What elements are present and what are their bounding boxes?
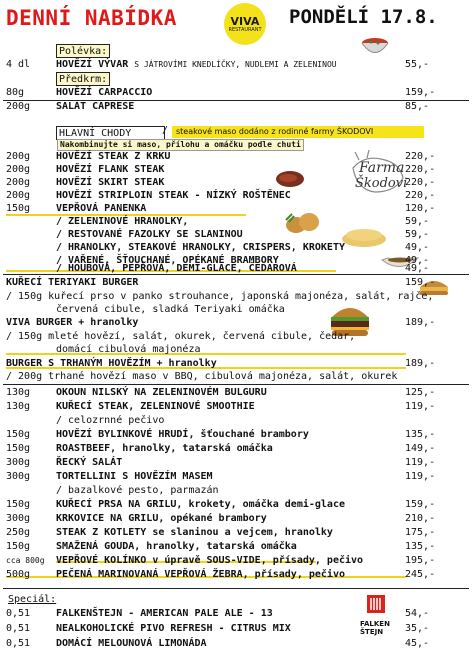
- menu-row-price: 210,-: [405, 513, 436, 524]
- menu-row: [0, 202, 474, 215]
- menu-row-title: STEAK Z KOTLETY se slaninou a vejcem, hranolky: [56, 527, 333, 538]
- menu-row: [0, 330, 474, 343]
- menu-row-title: KUŘECÍ STEAK, ZELENINOVÉ SMOOTHIE: [56, 401, 255, 412]
- menu-row-title: TORTELLINI S HOVĚZÍM MASEM: [56, 471, 213, 482]
- menu-row-title: NEALKOHOLICKÉ PIVO REFRESH - CITRUS MIX: [56, 623, 291, 634]
- menu-row: [0, 540, 474, 553]
- menu-row: [0, 470, 474, 483]
- menu-row-weight: 0,51: [6, 623, 31, 634]
- menu-row-price: 159,-: [405, 499, 436, 510]
- menu-row-price: 119,-: [405, 401, 436, 412]
- menu-row-weight: 200g: [6, 177, 31, 188]
- menu-row: [0, 442, 474, 455]
- divider: [3, 588, 469, 589]
- menu-row: [0, 526, 474, 539]
- brewery-name-line1: FALKEN: [360, 620, 390, 628]
- menu-row-title: HOVĚZÍ STEAK Z KRKU: [56, 151, 171, 162]
- menu-row: [0, 456, 474, 469]
- menu-row-title: / 150g mleté hovězí, salát, okurek, červená cibule, čedar,: [6, 331, 356, 342]
- menu-row-price: 59,-: [405, 229, 430, 240]
- menu-row-title: KUŘECÍ TERIYAKI BURGER: [6, 277, 139, 288]
- menu-row-weight: 0,51: [6, 608, 31, 619]
- menu-row-weight: 150g: [6, 203, 31, 214]
- menu-row: [0, 86, 474, 99]
- logo-text: VIVA: [230, 14, 260, 28]
- menu-row-price: 159,-: [405, 277, 436, 288]
- menu-row: [0, 357, 474, 370]
- menu-row-title: HOVĚZÍ VÝVAR S JÁTROVÍMI KNEDLÍČKY, NUDLEMI A ZELENINOU: [56, 59, 337, 70]
- menu-row-weight: 200g: [6, 151, 31, 162]
- menu-row: [0, 150, 474, 163]
- menu-row-price: 245,-: [405, 569, 436, 580]
- menu-row: [0, 498, 474, 511]
- menu-row-price: 220,-: [405, 190, 436, 201]
- menu-row-title: VEPŘOVÉ KOLÍNKO v úpravě SOUS-VIDE, přísady, pečivo: [56, 555, 364, 566]
- menu-row: [0, 622, 474, 635]
- menu-row: [0, 316, 474, 329]
- menu-row-title: BURGER S TRHANÝM HOVĚZÍM + hranolky: [6, 358, 217, 369]
- menu-row: [0, 637, 474, 650]
- menu-row-weight: 200g: [6, 101, 31, 112]
- soup-bowl-icon: [360, 34, 390, 58]
- menu-row-weight: 0,51: [6, 638, 31, 649]
- menu-row-title: DOMÁCÍ MELOUNOVÁ LIMONÁDA: [56, 638, 207, 649]
- menu-row-price: 189,-: [405, 358, 436, 369]
- menu-row-price: 135,-: [405, 541, 436, 552]
- menu-row-weight: 150g: [6, 541, 31, 552]
- menu-date: PONDĚLÍ 17.8.: [289, 6, 438, 28]
- menu-row: [0, 512, 474, 525]
- menu-row-title: HOVĚZÍ STRIPLOIN STEAK - NÍZKÝ ROŠTĚNEC: [56, 190, 291, 201]
- menu-row-title: VEPŘOVÁ PANENKA: [56, 203, 147, 214]
- menu-row: [0, 163, 474, 176]
- logo-subtext: RESTAURANT: [228, 26, 262, 33]
- menu-row-title: SMAŽENÁ GOUDA, hranolky, tatarská omáčka: [56, 541, 297, 552]
- menu-row-title: / RESTOVANÉ FAZOLKY SE SLANINOU: [56, 229, 243, 240]
- menu-row-title: / HRANOLKY, STEAKOVÉ HRANOLKY, CRISPERS, KROKETY: [56, 242, 345, 253]
- menu-row-title: HOVĚZÍ BYLINKOVÉ HRUDÍ, šťouchané brambory: [56, 429, 309, 440]
- menu-row-weight: 500g: [6, 569, 31, 580]
- menu-row-price: 220,-: [405, 151, 436, 162]
- menu-row-title: / bazalkové pesto, parmazán: [56, 485, 219, 496]
- menu-row: [0, 276, 474, 289]
- menu-row-price: 220,-: [405, 177, 436, 188]
- menu-row-weight: 130g: [6, 387, 31, 398]
- menu-row: [0, 414, 474, 427]
- menu-row-weight: 150g: [6, 443, 31, 454]
- menu-row: [0, 303, 474, 316]
- menu-row-weight: 300g: [6, 457, 31, 468]
- farm-logo-line2: Škodovi: [355, 176, 408, 191]
- restaurant-logo: [224, 3, 266, 45]
- menu-row-price: 54,-: [405, 608, 430, 619]
- brewery-name-line2: ŠTEJN: [360, 628, 384, 636]
- menu-row-weight: 300g: [6, 513, 31, 524]
- menu-row-weight: 200g: [6, 190, 31, 201]
- menu-row-price: 125,-: [405, 387, 436, 398]
- menu-row-weight: 150g: [6, 499, 31, 510]
- menu-row-title: OKOUN NILSKÝ NA ZELENINOVÉM BULGURU: [56, 387, 267, 398]
- menu-row-title: ROASTBEEF, hranolky, tatarská omáčka: [56, 443, 273, 454]
- menu-row-weight: 300g: [6, 471, 31, 482]
- divider: [3, 384, 469, 385]
- menu-row-price: 119,-: [405, 457, 436, 468]
- menu-row: [0, 386, 474, 399]
- menu-row-title: / 200g trhané hovězí maso v BBQ, cibulová majonéza, salát, okurek: [6, 371, 398, 382]
- menu-row-price: 220,-: [405, 164, 436, 175]
- menu-row: [0, 262, 474, 275]
- combine-note: Nakombinujte si maso, přílohu a omáčku podle chuti: [57, 139, 304, 151]
- menu-row-title: / celozrnné pečivo: [56, 415, 165, 426]
- menu-row-price: 49,-: [405, 255, 430, 266]
- menu-row-title: HOVĚZÍ SKIRT STEAK: [56, 177, 165, 188]
- menu-row-weight: 250g: [6, 527, 31, 538]
- menu-row-title: SALÁT CAPRESE: [56, 101, 135, 112]
- menu-row-title: domácí cibulová majonéza: [56, 344, 201, 355]
- menu-row-title: VIVA BURGER + hranolky: [6, 317, 139, 328]
- section-special: Speciál:: [8, 594, 57, 605]
- menu-row-weight: 200g: [6, 164, 31, 175]
- menu-row-weight: 4 dl: [6, 59, 31, 70]
- menu-row: [0, 58, 474, 71]
- menu-row-weight: 150g: [6, 429, 31, 440]
- menu-row: [0, 241, 474, 254]
- menu-row: [0, 176, 474, 189]
- menu-row-price: 35,-: [405, 623, 430, 634]
- menu-row-price: 149,-: [405, 443, 436, 454]
- menu-row-title: FALKENŠTEJN - AMERICAN PALE ALE - 13: [56, 608, 273, 619]
- menu-row: [0, 568, 474, 581]
- menu-row-detail: S JÁTROVÍMI KNEDLÍČKY, NUDLEMI A ZELENINOU: [134, 60, 337, 69]
- menu-row: [0, 428, 474, 441]
- menu-row-weight: cca 800g: [6, 556, 45, 565]
- menu-row-title: PEČENÁ MARINOVANÁ VEPŘOVÁ ŽEBRA, přísady, pečivo: [56, 569, 345, 580]
- menu-row-price: 159,-: [405, 87, 436, 98]
- menu-row-price: 59,-: [405, 216, 430, 227]
- section-soup: Polévka:: [56, 44, 110, 58]
- menu-row-price: 175,-: [405, 527, 436, 538]
- menu-row-title: KUŘECÍ PRSA NA GRILU, krokety, omáčka demi-glace: [56, 499, 345, 510]
- menu-row-price: 85,-: [405, 101, 430, 112]
- menu-row: [0, 607, 474, 620]
- menu-row-price: 49,-: [405, 263, 430, 274]
- menu-row-title: / HOUBOVÁ, PEPŘOVÁ, DEMI-GLACE, ČEDAROVÁ: [56, 263, 297, 274]
- menu-row-price: 45,-: [405, 638, 430, 649]
- menu-row-title: / VAŘENÉ, ŠŤOUCHANÉ, OPÉKANÉ BRAMBORY: [56, 255, 279, 266]
- menu-row-price: 135,-: [405, 429, 436, 440]
- menu-row-title: KRKOVICE NA GRILU, opékané brambory: [56, 513, 267, 524]
- menu-row-title: HOVĚZÍ FLANK STEAK: [56, 164, 165, 175]
- menu-row-price: 55,-: [405, 59, 430, 70]
- menu-row: [0, 215, 474, 228]
- menu-row-title: HOVĚZÍ CARPACCIO: [56, 87, 153, 98]
- menu-row: [0, 370, 474, 383]
- farm-logo-line1: Farma: [359, 160, 405, 176]
- menu-row-title: červená cibule, sladká Teriyaki omáčka: [56, 304, 285, 315]
- menu-row: [0, 343, 474, 356]
- menu-row-title: / 150g kuřecí prso v panko strouhance, japonská majonéza, salát, rajče,: [6, 291, 434, 302]
- menu-row-price: 189,-: [405, 317, 436, 328]
- menu-row: [0, 228, 474, 241]
- section-mains-slash: /: [162, 125, 169, 136]
- menu-row-price: 195,-: [405, 555, 436, 566]
- menu-row: [0, 290, 474, 303]
- menu-row: [0, 554, 474, 567]
- section-mains: HLAVNÍ CHODY: [56, 126, 165, 140]
- menu-row: [0, 484, 474, 497]
- menu-row-weight: 130g: [6, 401, 31, 412]
- menu-row: [0, 189, 474, 202]
- menu-row-weight: 80g: [6, 87, 25, 98]
- menu-row-price: 120,-: [405, 203, 436, 214]
- menu-row: [0, 100, 474, 113]
- farm-banner: steakové maso dodáno z rodinné farmy ŠKODOVI: [172, 126, 424, 138]
- menu-row: [0, 400, 474, 413]
- section-starters: Předkrm:: [56, 72, 110, 86]
- menu-row-title: ŘECKÝ SALÁT: [56, 457, 123, 468]
- menu-row-price: 119,-: [405, 471, 436, 482]
- page-title: DENNÍ NABÍDKA: [6, 6, 177, 30]
- menu-row-title: / ZELENINOVÉ HRANOLKY,: [56, 216, 189, 227]
- menu-row-price: 49,-: [405, 242, 430, 253]
